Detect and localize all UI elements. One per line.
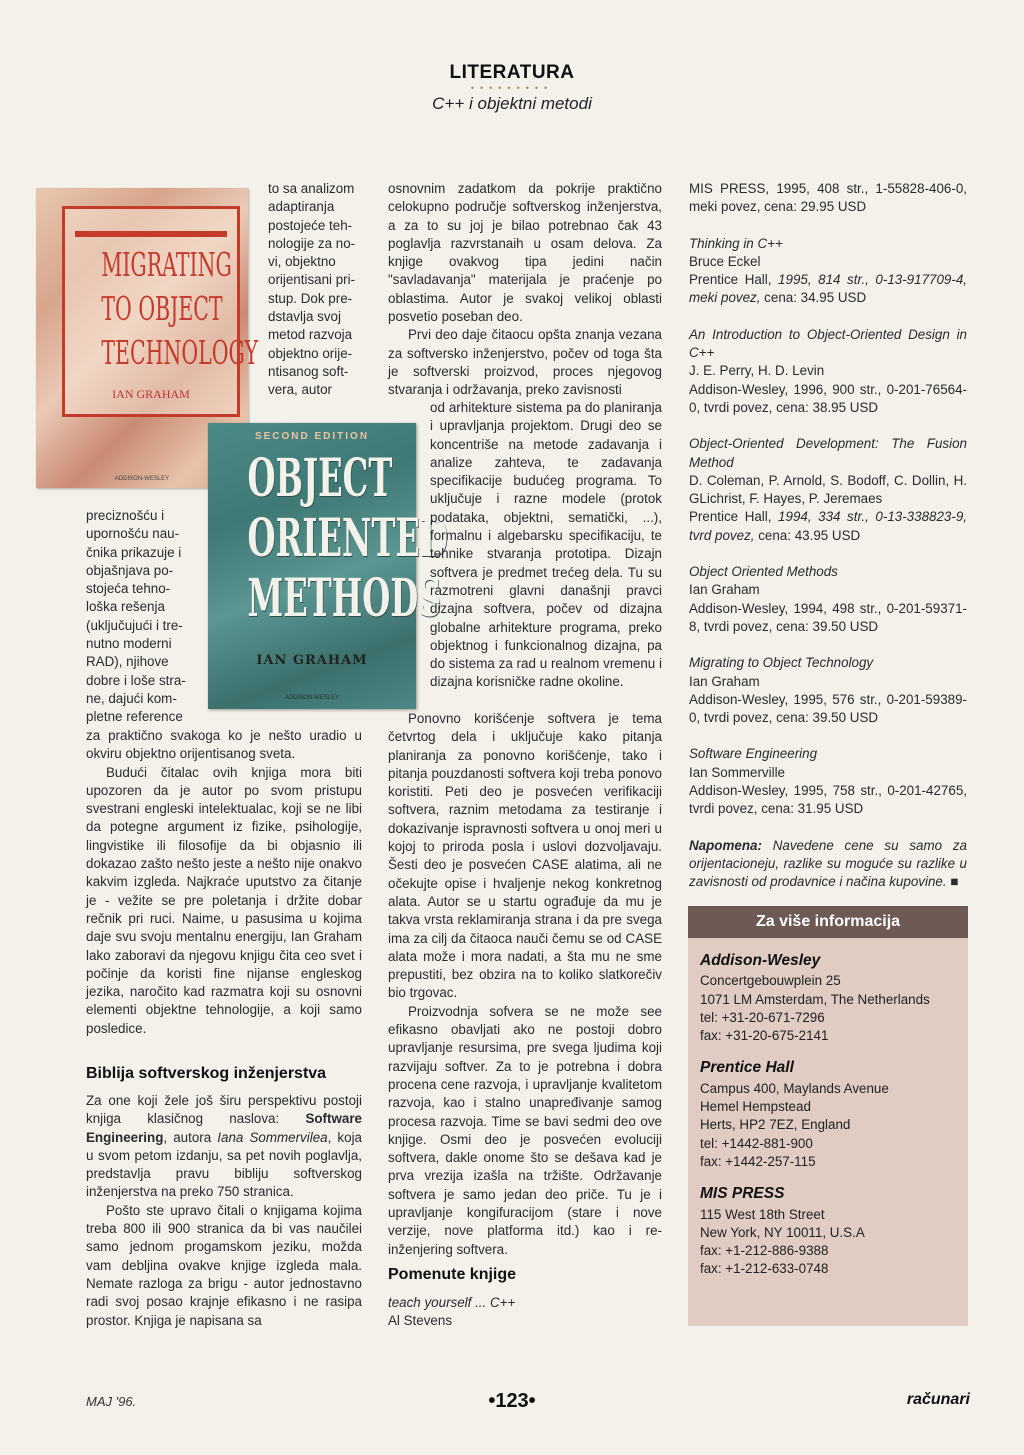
publisher-mis-press: MIS PRESS 115 West 18th Street New York, NY 10011, U.S.A fax: +1-212-886-9388 fax: +1-212-633-0748	[700, 1185, 865, 1277]
end-mark-icon: ■	[950, 874, 959, 890]
more-info-box	[688, 906, 968, 1326]
reference-entry: Object-Oriented Development: The Fusion Method D. Coleman, P. Arnold, S. Bodoff, C. Dollin, H. GLichrist, F. Hayes, P. Jeremaes Prentice Hall, 1994, 334 str., 0-13-338823-9, tvrd povez, cena: 43.95 USD	[689, 436, 967, 543]
paragraph: Proizvodnja sofvera se ne može see efikasno obavljati ako ne postoji dobro upravljanje resursima, pre svega ljudima koji razvijaju softver. Za to je potrebna i dobra procena cene razvoja, i upravljanje kvalitetom razvoja, kao i stalno unapređivanje samog procesa razvoja. Time se bavi sedmi deo ove knjige. Osmi deo je posvećen evoluciji softvera, dakle onome što se dešava kad je prva vrezija izašla na tržište. Održavanje softvera je samo jedan deo priče. Tu je i upravljanje kongifuracijom (stare i nove verzije, nove platforma itd.) kao i re-inženjering softvera.	[388, 1003, 662, 1257]
page-number: •123•	[488, 1390, 536, 1412]
col1-top-right-text: to sa analizom adaptiranja postojeće teh- nologije za no- vi, objektno orijentisani pri- stup. Dok pre- dstavlja svoj metod razvoja objektno orije- ntisanog soft- vera, autor	[268, 181, 356, 398]
paragraph: Prvi deo daje čitaocu opšta znanja vezana za softversko inženjerstvo, počev od toga šta je softverski proizvod, proces njegovog stvaranja i održavanja, preko zavisnosti	[388, 327, 662, 398]
col1-body	[86, 727, 362, 1038]
publisher-prentice-hall: Prentice Hall Campus 400, Maylands Avenue Hemel Hempstead Herts, HP2 7EZ, England tel: +1442-881-900 fax: +1442-257-115	[700, 1059, 889, 1169]
col1-narrow-text: preciznošću i upornošću nau- čnika prikazuje i objašnjava po- stojeća tehno- loška rešenja (uključujući i tre- nutno moderni RAD), njihove dobre i loše stra- ne, dajući kom- pletne reference	[86, 508, 186, 725]
reference-entry: Migrating to Object Technology Ian Graham Addison-Wesley, 1995, 576 str., 0-201-59389-0, tvrdi povez, cena: 39.50 USD	[689, 655, 967, 726]
reference-entry: Object Oriented Methods Ian Graham Addison-Wesley, 1994, 498 str., 0-201-59371-8, tvrdi povez, cena: 39.50 USD	[689, 564, 967, 634]
cover-title: MIGRATING TO OBJECT TECHNOLOGY	[101, 245, 259, 372]
section-subtitle: C++ i objektni metodi	[432, 94, 592, 113]
cover-author: IAN GRAHAM	[112, 387, 190, 401]
magazine-name: računari	[906, 1391, 970, 1408]
paragraph: Za one koji žele još širu perspektivu postoji knjiga klasičnog naslova: Software Engineering, autora Iana Sommervilea, koja u svom petom izdanju, sa pet novih poglavlja, predstavlja pravu bibliju softverskog inženjerstva na preko 750 stranica.	[86, 1093, 362, 1200]
book-cover-oom	[208, 423, 449, 709]
col2-body-narrow	[430, 399, 662, 692]
col2-body-2	[388, 710, 662, 1259]
col2-body	[388, 180, 662, 400]
cover-publisher: ADDISON-WESLEY	[114, 476, 170, 482]
paragraph: osnovnim zadatkom da pokrije praktično celokupno područje softverskog inženjerstva, a za to su joj je bilao potrebnao čak 43 poglavlja razvrstanaih u osam delova. Za knjige ovakvog tipa jedini način "savladavanja" materijala je praćenje po oblastima. Autor je svakoj velikoj oblasti posvetio poseban deo.	[388, 181, 662, 325]
section-title: LITERATURA	[449, 62, 575, 83]
title-dots-decoration: •••••••••	[470, 83, 554, 93]
price-note: Napomena: Navedene cene su samo za orijentacioneju, razlike su moguće su razlike u zavisnosti od prodavnice i načina kupovine. ■	[689, 837, 967, 890]
info-box-title: Za više informacija	[688, 906, 968, 938]
paragraph: Ponovno korišćenje softvera je tema četvrtog dela i uključuje kako pitanja planiranja za ponovno korišćenje, tako i pitanja pouzdanosti softvera koji treba ponovo koristiti. Peti deo je posvećen verifikaciji softvera, raznim metodama za testiranje i dokazivanje ispravnosti softvera u onoj meri u kojoj to priroda posla i uslovi dozvoljavaju. Šesti deo je posvećen CASE alatima, ali ne očekujte opise i hvaljenje nekog konkretnog alata. Autor se u startu ograđuje da mu je takva vrsta reklamiranja strana i da pre svega ima za cilj da čitaoca nauči čemu se od CASE alata može i mora nadati, a šta mu ne sme prepustiti, bez obzira na to koliko slatkorečiv bio trgovac.	[388, 711, 662, 1001]
cover-author: IAN GRAHAM	[256, 653, 368, 668]
reference-entry: An Introduction to Object-Oriented Design in C++ J. E. Perry, H. D. Levin Addison-Wesley, 1996, 900 str., 0-201-76564-0, tvrdi povez, cena: 38.95 USD	[689, 326, 967, 415]
paragraph: Pošto ste upravo čitali o knjigama kojima treba 800 ili 900 stranica da bi vas naučilei samo jednom progamskom jeziku, možda vam debljina ovakve knjige izgleda mala. Nemate razloga za brigu - autor jednostavno radi svoj posao krajnje efikasno i ne rasipa prostor. Knjiga je napisana sa	[86, 1202, 362, 1328]
reference-entry: Software Engineering Ian Sommerville Addison-Wesley, 1995, 758 str., 0-201-42765, tvrdi povez, cena: 31.95 USD	[689, 746, 967, 817]
cover-edition: SECOND EDITION	[254, 431, 370, 442]
paragraph: Budući čitalac ovih knjiga mora biti upozoren da je autor po svom pristupu svestrani engleski intelektualac, koji se ne libi da potegne argument iz fizike, psihologije, lingvistike ili filosofije da bi objasnio ili dokazao zašto nešto jeste a nešto nije onakvo kakvim izgleda. Najkraće uputstvo za čitanje je - vežite se pre poletanja i držite dobar rečnik pri ruci. Naime, u pasusima u kojima daje svu svoju mentalnu energiju, Ian Graham lako zaboravi da njegovu knjigu čita ceo svet i počinje da koristi fine nijanse engleskog jezika, naročito kad razmatra koji su osnovni elementi objektne tehnologije, a koji samo posledice.	[86, 764, 362, 1036]
reference-teach-yourself: teach yourself ... C++ Al Stevens	[388, 1295, 516, 1329]
reference-entry: Thinking in C++ Bruce Eckel Prentice Hall, 1995, 814 str., 0-13-917709-4, meki povez, cena: 34.95 USD	[689, 235, 967, 306]
publisher-addison-wesley: Addison-Wesley Concertgebouwplein 25 1071 LM Amsterdam, The Netherlands tel: +31-20-671-7296 fax: +31-20-675-2141	[700, 952, 930, 1044]
cover-band	[75, 231, 227, 237]
cover-title: OBJECT ORIENTED METHODS	[247, 448, 449, 629]
reference-entry: MIS PRESS, 1995, 408 str., 1-55828-406-0, meki povez, cena: 29.95 USD	[689, 181, 967, 215]
section-heading-biblija: Biblija softverskog inženjerstva	[86, 1065, 327, 1082]
cover-frame	[62, 206, 259, 417]
section-heading-pomenute: Pomenute knjige	[388, 1266, 517, 1283]
issue-date: MAJ '96.	[86, 1394, 137, 1409]
cover-publisher: ADDISON-WESLEY	[284, 695, 340, 701]
col3-references	[689, 180, 967, 892]
paragraph: od arhitekture sistema pa do planiranja i upravljanja projektom. Drugi deo se koncentriše na metode zadavanja i analize zahteva, te zadavanja specifikacije budućeg programa. To uključuje i razne modele (protok podataka, objektni, sematički, ...), formalnu i algebarsku specifikaciju, te tehnike stvaranja prototipa. Dizajn softvera je predmet trećeg dela. Tu su razmotreni glavni današnji pravci dizajna softvera, počev od dizajna globalne arhitekture programa, preko objektnog i funkcionalnog dizajna, pa do sistema za rad u realnom vremenu i dizajna korisničke radne okoline.	[430, 400, 662, 690]
col1-body-2	[86, 1092, 362, 1330]
paragraph: za praktično svakoga ko je nešto uradio u okviru objektno orijentisanog sveta.	[86, 728, 362, 762]
